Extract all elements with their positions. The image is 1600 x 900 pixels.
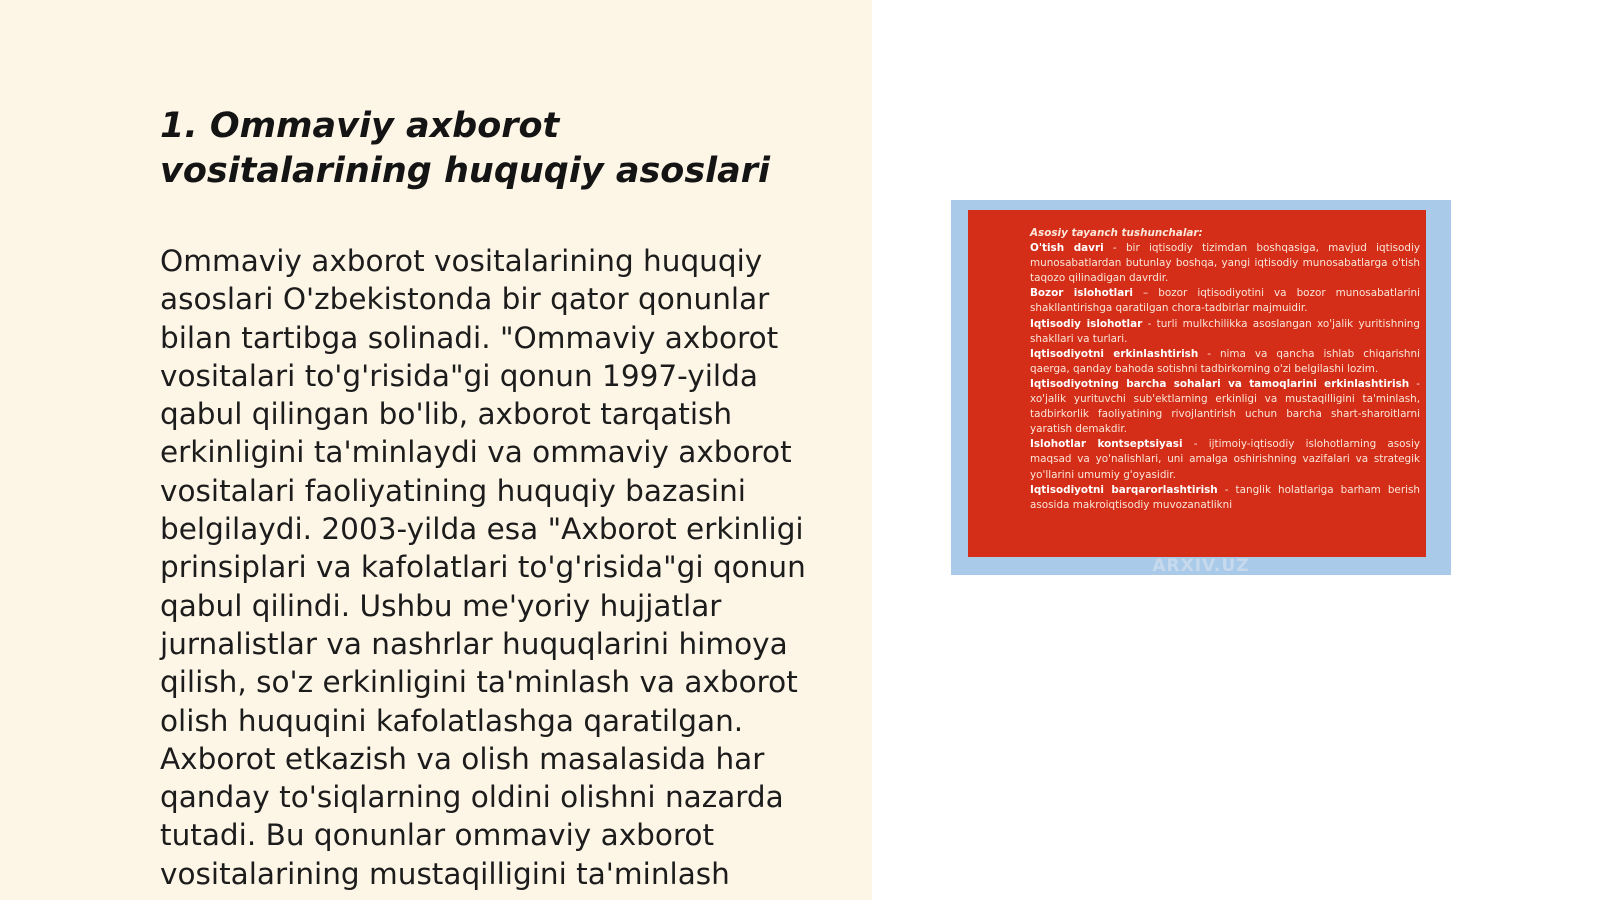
concept-definition: – bozor iqtisodiyotini va bozor munosabatlarini shakllantirishga qaratilgan chora-tadbirlar majmuidir.: [1030, 287, 1421, 315]
concept-definition: - bir iqtisodiy tizimdan boshqasiga, mavjud iqtisodiy munosabatlardan butunlay boshqa, yangi iqtisodiy munosabatlarga o'tish taqozo qilinadigan davrdir.: [1030, 242, 1420, 285]
concept-entry: [1030, 241, 1420, 286]
concept-entry: [1030, 347, 1420, 377]
concept-definition: - nima va qancha ishlab chiqarishni qaerga, qanday bahoda sotishni tadbirkorning o'zi belgilashi lozim.: [1030, 347, 1420, 375]
concept-definition: - tanglik holatlariga barham berish asosida makroiqtisodiy muvozanatlikni: [1030, 483, 1420, 511]
concept-term: Iqtisodiyotni erkinlashtirish: [1030, 347, 1199, 360]
concepts-heading: Asosiy tayanch tushunchalar:: [1030, 227, 1203, 239]
concept-term: O'tish davri: [1030, 242, 1104, 255]
concept-definition: - xo'jalik yurituvchi sub'ektlarning erkinligi va mustaqilligini ta'minlash, tadbirkorlik faoliyatining rivojlantirish uchun barcha shart-sharoitlarni yaratish demakdir.: [1030, 377, 1420, 436]
concept-term: Iqtisodiyotning barcha sohalari va tamoqlarini erkinlashtirish: [1030, 377, 1410, 390]
concept-entry: [1030, 317, 1420, 347]
image-watermark: ARXIV.UZ: [1152, 556, 1250, 576]
concept-term: Islohotlar kontseptsiyasi: [1030, 438, 1183, 451]
slide-body-text: Ommaviy axborot vositalarining huquqiy asoslari O'zbekistonda bir qator qonunlar bilan tartibga solinadi. "Ommaviy axborot vositalari to'g'risida"gi qonun 1997-yilda qabul qilingan bo'lib, axborot tarqatish erkinligini ta'minlaydi va ommaviy axborot vositalari faoliyatining huquqiy bazasini belgilaydi. 2003-yilda esa "Axborot erkinligi prinsiplari va kafolatlari to'g'risida"gi qonun qabul qilindi. Ushbu me'yoriy hujjatlar jurnalistlar va nashrlar huquqlarini himoya qilish, so'z erkinligini ta'minlash va axborot olish huquqini kafolatlashga qaratilgan. Axborot etkazish va olish masalasida har qanday to'siqlarning oldini olishni nazarda tutadi. Bu qonunlar ommaviy axborot vositalarining mustaqilligini ta'minlash: [160, 244, 806, 891]
concept-entry: [1030, 483, 1420, 513]
concept-definition: - ijtimoiy-iqtisodiy islohotlarning asosiy maqsad va yo'nalishlari, uni amalga oshirishning vazifalari va strategik yo'llarini umumiy g'oyasidir.: [1030, 438, 1420, 481]
concept-definition: - turli mulkchilikka asoslangan xo'jalik yuritishning shakllari va turlari.: [1030, 317, 1420, 345]
concept-term: Iqtisodiyotni barqarorlashtirish: [1030, 483, 1218, 496]
concepts-card: [968, 210, 1426, 557]
slide-image: [951, 200, 1451, 575]
concept-term: Bozor islohotlari: [1030, 287, 1133, 300]
concept-entry: [1030, 377, 1420, 437]
concept-entry: [1030, 286, 1420, 316]
concept-term: Iqtisodiy islohotlar: [1030, 317, 1143, 330]
concept-entry: [1030, 437, 1420, 482]
slide-title: 1. Ommaviy axborot vositalarining huquqiy asoslari: [160, 106, 771, 191]
